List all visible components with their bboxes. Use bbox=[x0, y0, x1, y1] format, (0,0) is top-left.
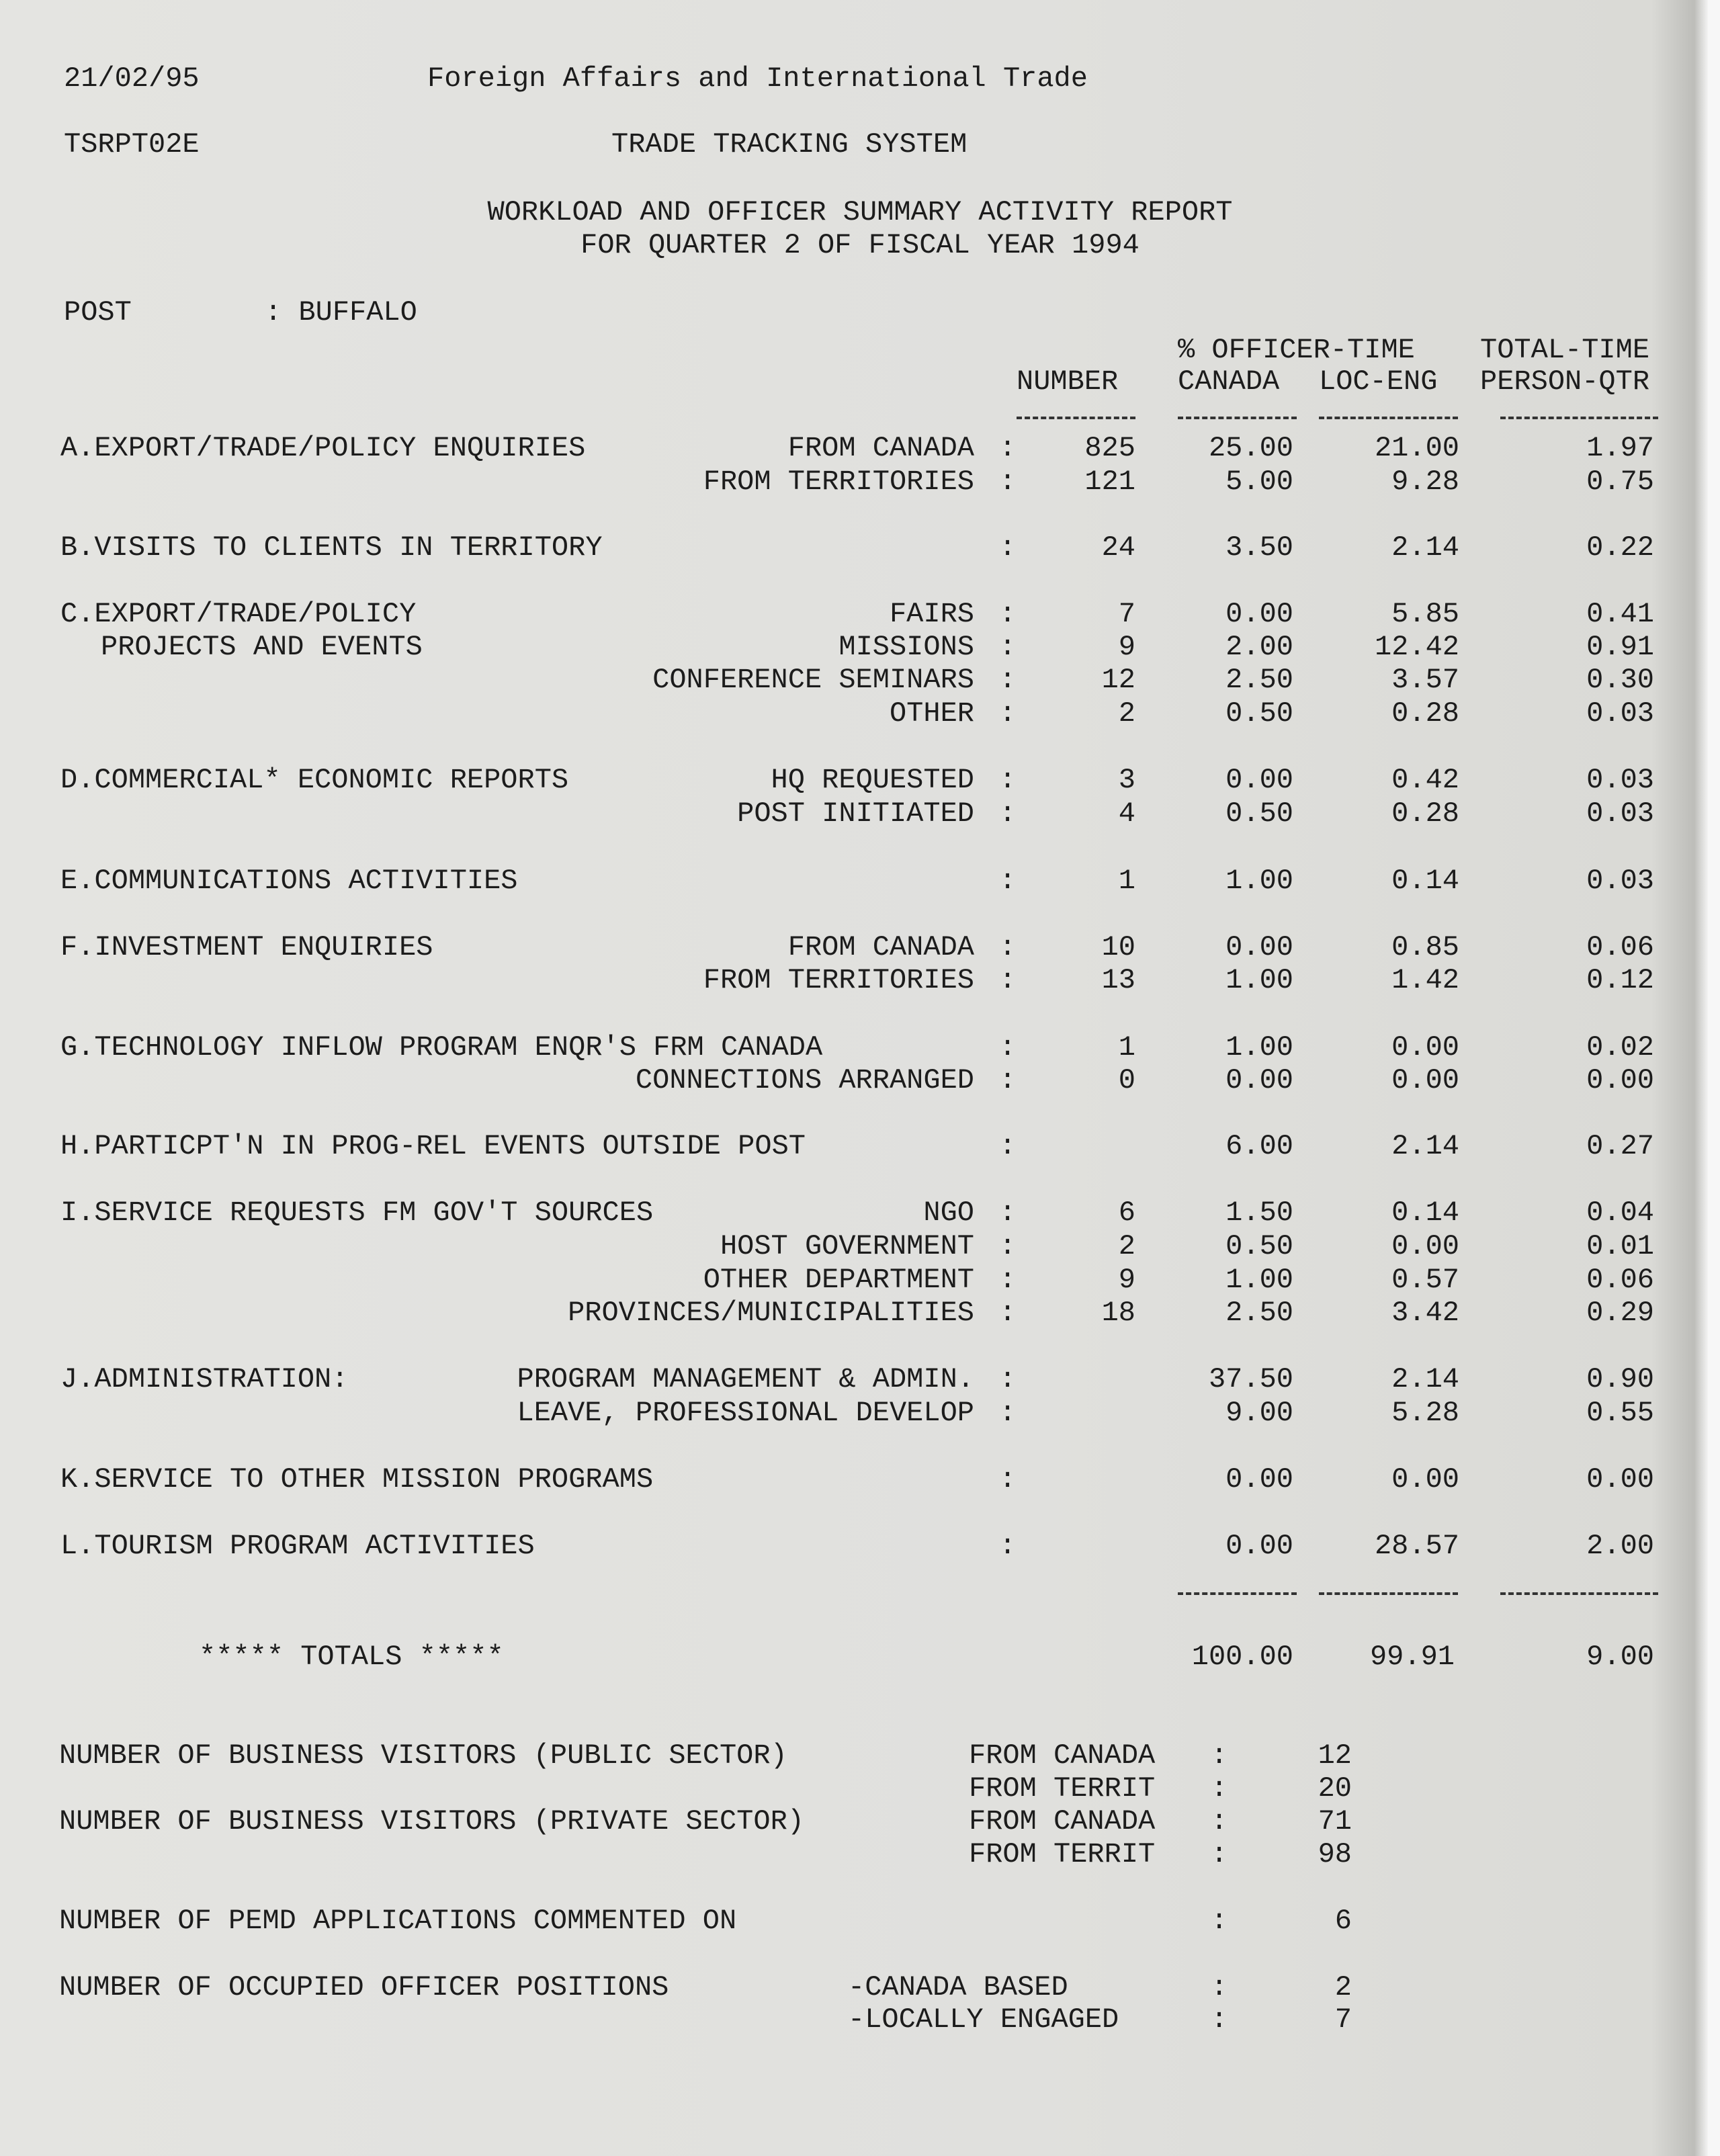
colon: : bbox=[1211, 1905, 1228, 1937]
row-subcategory: FROM TERRITORIES bbox=[703, 466, 974, 498]
colon: : bbox=[999, 1130, 1017, 1162]
row-canada: 0.50 bbox=[1226, 1230, 1293, 1262]
row-canada: 25.00 bbox=[1208, 432, 1293, 464]
col-rule-number bbox=[1017, 396, 1135, 430]
totals-rule-loc-eng bbox=[1319, 1572, 1458, 1606]
row-loc-eng: 0.57 bbox=[1391, 1264, 1459, 1296]
row-person-qtr: 0.29 bbox=[1586, 1297, 1654, 1329]
row-person-qtr: 0.75 bbox=[1586, 466, 1654, 498]
row-person-qtr: 0.03 bbox=[1586, 797, 1654, 830]
row-number: 0 bbox=[1118, 1064, 1135, 1096]
totals-canada: 100.00 bbox=[1191, 1641, 1293, 1673]
row-subcategory: HQ REQUESTED bbox=[771, 764, 974, 796]
col-header-canada: CANADA bbox=[1178, 365, 1280, 398]
positions-label: NUMBER OF OCCUPIED OFFICER POSITIONS bbox=[59, 1971, 669, 2003]
row-loc-eng: 28.57 bbox=[1374, 1530, 1459, 1562]
row-subcategory: OTHER bbox=[889, 697, 974, 730]
row-loc-eng: 12.42 bbox=[1374, 631, 1459, 663]
totals-rule-person-qtr bbox=[1500, 1572, 1658, 1606]
row-person-qtr: 0.90 bbox=[1586, 1363, 1654, 1395]
colon: : bbox=[999, 664, 1017, 696]
row-number: 12 bbox=[1101, 664, 1135, 696]
report-subtitle: FOR QUARTER 2 OF FISCAL YEAR 1994 bbox=[580, 229, 1140, 261]
col-header-number: NUMBER bbox=[1017, 365, 1119, 398]
row-person-qtr: 0.41 bbox=[1586, 598, 1654, 630]
row-loc-eng: 0.14 bbox=[1391, 1197, 1459, 1229]
row-loc-eng: 0.00 bbox=[1391, 1064, 1459, 1096]
row-category: B.VISITS TO CLIENTS IN TERRITORY bbox=[60, 531, 603, 564]
row-subcategory: NGO bbox=[923, 1197, 974, 1229]
colon: : bbox=[999, 1530, 1017, 1562]
row-category: L.TOURISM PROGRAM ACTIVITIES bbox=[60, 1530, 535, 1562]
row-canada: 0.50 bbox=[1226, 797, 1293, 830]
row-loc-eng: 1.42 bbox=[1391, 964, 1459, 996]
row-canada: 0.00 bbox=[1226, 1064, 1293, 1096]
row-loc-eng: 0.28 bbox=[1391, 697, 1459, 730]
colon: : bbox=[1211, 1838, 1228, 1870]
row-number: 6 bbox=[1118, 1197, 1135, 1229]
colon: : bbox=[999, 1397, 1017, 1429]
colon: : bbox=[999, 1297, 1017, 1329]
row-person-qtr: 0.06 bbox=[1586, 931, 1654, 963]
col-header-total-time: TOTAL-TIME bbox=[1480, 334, 1650, 366]
row-loc-eng: 0.28 bbox=[1391, 797, 1459, 830]
row-number: 3 bbox=[1118, 764, 1135, 796]
col-header-person-qtr: PERSON-QTR bbox=[1480, 365, 1650, 398]
row-loc-eng: 5.28 bbox=[1391, 1397, 1459, 1429]
system-name: TRADE TRACKING SYSTEM bbox=[611, 128, 968, 161]
row-person-qtr: 0.03 bbox=[1586, 865, 1654, 897]
row-person-qtr: 0.27 bbox=[1586, 1130, 1654, 1162]
row-canada: 2.50 bbox=[1226, 664, 1293, 696]
row-category: C.EXPORT/TRADE/POLICY bbox=[60, 598, 417, 630]
department-name: Foreign Affairs and International Trade bbox=[427, 62, 1088, 95]
row-category: D.COMMERCIAL* ECONOMIC REPORTS bbox=[60, 764, 569, 796]
row-canada: 5.00 bbox=[1226, 466, 1293, 498]
row-loc-eng: 9.28 bbox=[1391, 466, 1459, 498]
row-person-qtr: 0.03 bbox=[1586, 697, 1654, 730]
colon: : bbox=[999, 1264, 1017, 1296]
row-subcategory: FROM CANADA bbox=[787, 931, 974, 963]
colon: : bbox=[999, 1064, 1017, 1096]
row-category: E.COMMUNICATIONS ACTIVITIES bbox=[60, 865, 518, 897]
row-canada: 3.50 bbox=[1226, 531, 1293, 564]
row-loc-eng: 2.14 bbox=[1391, 1363, 1459, 1395]
row-category: J.ADMINISTRATION: bbox=[60, 1363, 349, 1395]
report-title: WORKLOAD AND OFFICER SUMMARY ACTIVITY REPORT bbox=[487, 196, 1233, 228]
row-canada: 9.00 bbox=[1226, 1397, 1293, 1429]
row-loc-eng: 3.57 bbox=[1391, 664, 1459, 696]
row-number: 9 bbox=[1118, 631, 1135, 663]
row-subcategory: FROM TERRITORIES bbox=[703, 964, 974, 996]
row-person-qtr: 0.55 bbox=[1586, 1397, 1654, 1429]
row-canada: 2.00 bbox=[1226, 631, 1293, 663]
row-person-qtr: 0.91 bbox=[1586, 631, 1654, 663]
row-canada: 1.00 bbox=[1226, 1031, 1293, 1064]
visitors-private-territ-value: 98 bbox=[1318, 1838, 1352, 1870]
row-person-qtr: 1.97 bbox=[1586, 432, 1654, 464]
visitors-private-from-territ: FROM TERRIT bbox=[969, 1838, 1156, 1870]
positions-locally-engaged: -LOCALLY ENGAGED bbox=[848, 2003, 1119, 2036]
visitors-private-from-canada: FROM CANADA bbox=[969, 1805, 1156, 1838]
row-number: 1 bbox=[1118, 865, 1135, 897]
colon: : bbox=[999, 764, 1017, 796]
colon: : bbox=[999, 466, 1017, 498]
row-canada: 0.00 bbox=[1226, 1530, 1293, 1562]
col-header-loc-eng: LOC-ENG bbox=[1319, 365, 1438, 398]
colon: : bbox=[999, 631, 1017, 663]
row-person-qtr: 0.01 bbox=[1586, 1230, 1654, 1262]
row-subcategory: PROGRAM MANAGEMENT & ADMIN. bbox=[517, 1363, 974, 1395]
row-category: G.TECHNOLOGY INFLOW PROGRAM ENQR'S FRM CANADA bbox=[60, 1031, 823, 1064]
visitors-public-from-canada: FROM CANADA bbox=[969, 1739, 1156, 1772]
row-subcategory: FROM CANADA bbox=[787, 432, 974, 464]
colon: : bbox=[999, 865, 1017, 897]
row-canada: 0.00 bbox=[1226, 1463, 1293, 1496]
colon: : bbox=[1211, 1739, 1228, 1772]
colon: : bbox=[999, 797, 1017, 830]
row-loc-eng: 0.00 bbox=[1391, 1463, 1459, 1496]
row-number: 24 bbox=[1101, 531, 1135, 564]
row-canada: 37.50 bbox=[1208, 1363, 1293, 1395]
totals-label: ***** TOTALS ***** bbox=[199, 1641, 504, 1673]
row-number: 2 bbox=[1118, 697, 1135, 730]
row-number: 1 bbox=[1118, 1031, 1135, 1064]
row-person-qtr: 0.30 bbox=[1586, 664, 1654, 696]
row-person-qtr: 0.06 bbox=[1586, 1264, 1654, 1296]
post-label: POST bbox=[64, 296, 132, 329]
row-number: 7 bbox=[1118, 598, 1135, 630]
positions-canada-based: -CANADA BASED bbox=[848, 1971, 1068, 2003]
row-loc-eng: 0.00 bbox=[1391, 1031, 1459, 1064]
colon: : bbox=[1211, 1971, 1228, 2003]
row-number: 4 bbox=[1118, 797, 1135, 830]
row-number: 121 bbox=[1084, 466, 1135, 498]
row-loc-eng: 3.42 bbox=[1391, 1297, 1459, 1329]
row-category: I.SERVICE REQUESTS FM GOV'T SOURCES bbox=[60, 1197, 654, 1229]
visitors-public-from-territ: FROM TERRIT bbox=[969, 1772, 1156, 1805]
row-number: 2 bbox=[1118, 1230, 1135, 1262]
row-subcategory: HOST GOVERNMENT bbox=[720, 1230, 974, 1262]
col-header-pct-officer-time: % OFFICER-TIME bbox=[1178, 334, 1415, 366]
row-subcategory: LEAVE, PROFESSIONAL DEVELOP bbox=[517, 1397, 974, 1429]
row-category: H.PARTICPT'N IN PROG-REL EVENTS OUTSIDE POST bbox=[60, 1130, 806, 1162]
colon: : bbox=[1211, 2003, 1228, 2036]
pemd-value: 6 bbox=[1334, 1905, 1352, 1937]
row-loc-eng: 0.42 bbox=[1391, 764, 1459, 796]
row-person-qtr: 0.02 bbox=[1586, 1031, 1654, 1064]
colon: : bbox=[999, 1363, 1017, 1395]
row-person-qtr: 0.00 bbox=[1586, 1064, 1654, 1096]
row-person-qtr: 2.00 bbox=[1586, 1530, 1654, 1562]
report-code: TSRPT02E bbox=[64, 128, 200, 161]
row-category: K.SERVICE TO OTHER MISSION PROGRAMS bbox=[60, 1463, 654, 1496]
scan-edge bbox=[1708, 0, 1720, 2156]
visitors-private-label: NUMBER OF BUSINESS VISITORS (PRIVATE SECTOR) bbox=[59, 1805, 804, 1838]
row-loc-eng: 0.14 bbox=[1391, 865, 1459, 897]
colon: : bbox=[999, 531, 1017, 564]
col-rule-canada bbox=[1178, 396, 1297, 430]
colon: : bbox=[999, 1197, 1017, 1229]
row-canada: 0.50 bbox=[1226, 697, 1293, 730]
row-subcategory: OTHER DEPARTMENT bbox=[703, 1264, 974, 1296]
row-subcategory: PROVINCES/MUNICIPALITIES bbox=[568, 1297, 974, 1329]
colon: : bbox=[999, 1230, 1017, 1262]
row-loc-eng: 21.00 bbox=[1374, 432, 1459, 464]
colon: : bbox=[1211, 1772, 1228, 1805]
row-number: 18 bbox=[1101, 1297, 1135, 1329]
colon: : bbox=[999, 697, 1017, 730]
row-number: 9 bbox=[1118, 1264, 1135, 1296]
colon: : bbox=[999, 931, 1017, 963]
row-loc-eng: 0.00 bbox=[1391, 1230, 1459, 1262]
positions-canada-value: 2 bbox=[1334, 1971, 1352, 2003]
row-subcategory: POST INITIATED bbox=[737, 797, 974, 830]
colon: : bbox=[1211, 1805, 1228, 1838]
row-person-qtr: 0.22 bbox=[1586, 531, 1654, 564]
row-person-qtr: 0.12 bbox=[1586, 964, 1654, 996]
colon: : bbox=[999, 1463, 1017, 1496]
colon: : bbox=[999, 964, 1017, 996]
row-canada: 0.00 bbox=[1226, 764, 1293, 796]
colon: : bbox=[999, 432, 1017, 464]
visitors-public-label: NUMBER OF BUSINESS VISITORS (PUBLIC SECTOR) bbox=[59, 1739, 787, 1772]
row-canada: 6.00 bbox=[1226, 1130, 1293, 1162]
row-canada: 1.00 bbox=[1226, 1264, 1293, 1296]
row-canada: 1.50 bbox=[1226, 1197, 1293, 1229]
row-canada: 0.00 bbox=[1226, 931, 1293, 963]
row-loc-eng: 2.14 bbox=[1391, 1130, 1459, 1162]
row-loc-eng: 0.85 bbox=[1391, 931, 1459, 963]
row-category: PROJECTS AND EVENTS bbox=[101, 631, 423, 663]
post-value: : BUFFALO bbox=[265, 296, 417, 329]
row-canada: 1.00 bbox=[1226, 865, 1293, 897]
row-category: F.INVESTMENT ENQUIRIES bbox=[60, 931, 433, 963]
totals-rule-canada bbox=[1178, 1572, 1297, 1606]
row-number: 13 bbox=[1101, 964, 1135, 996]
col-rule-loc-eng bbox=[1319, 396, 1458, 430]
positions-local-value: 7 bbox=[1334, 2003, 1352, 2036]
totals-person-qtr: 9.00 bbox=[1586, 1641, 1654, 1673]
row-canada: 2.50 bbox=[1226, 1297, 1293, 1329]
row-number: 10 bbox=[1101, 931, 1135, 963]
row-loc-eng: 5.85 bbox=[1391, 598, 1459, 630]
row-subcategory: MISSIONS bbox=[838, 631, 974, 663]
row-person-qtr: 0.03 bbox=[1586, 764, 1654, 796]
row-canada: 0.00 bbox=[1226, 598, 1293, 630]
colon: : bbox=[999, 1031, 1017, 1064]
row-subcategory: CONFERENCE SEMINARS bbox=[652, 664, 974, 696]
row-subcategory: FAIRS bbox=[889, 598, 974, 630]
row-category: A.EXPORT/TRADE/POLICY ENQUIRIES bbox=[60, 432, 586, 464]
pemd-label: NUMBER OF PEMD APPLICATIONS COMMENTED ON bbox=[59, 1905, 737, 1937]
row-number: 825 bbox=[1084, 432, 1135, 464]
row-person-qtr: 0.00 bbox=[1586, 1463, 1654, 1496]
colon: : bbox=[999, 598, 1017, 630]
visitors-public-canada-value: 12 bbox=[1318, 1739, 1352, 1772]
visitors-private-canada-value: 71 bbox=[1318, 1805, 1352, 1838]
totals-loc-eng: 99.91 bbox=[1369, 1641, 1455, 1673]
report-date: 21/02/95 bbox=[64, 62, 200, 95]
row-subcategory: CONNECTIONS ARRANGED bbox=[635, 1064, 974, 1096]
col-rule-person-qtr bbox=[1500, 396, 1658, 430]
visitors-public-territ-value: 20 bbox=[1318, 1772, 1352, 1805]
row-canada: 1.00 bbox=[1226, 964, 1293, 996]
row-loc-eng: 2.14 bbox=[1391, 531, 1459, 564]
row-person-qtr: 0.04 bbox=[1586, 1197, 1654, 1229]
